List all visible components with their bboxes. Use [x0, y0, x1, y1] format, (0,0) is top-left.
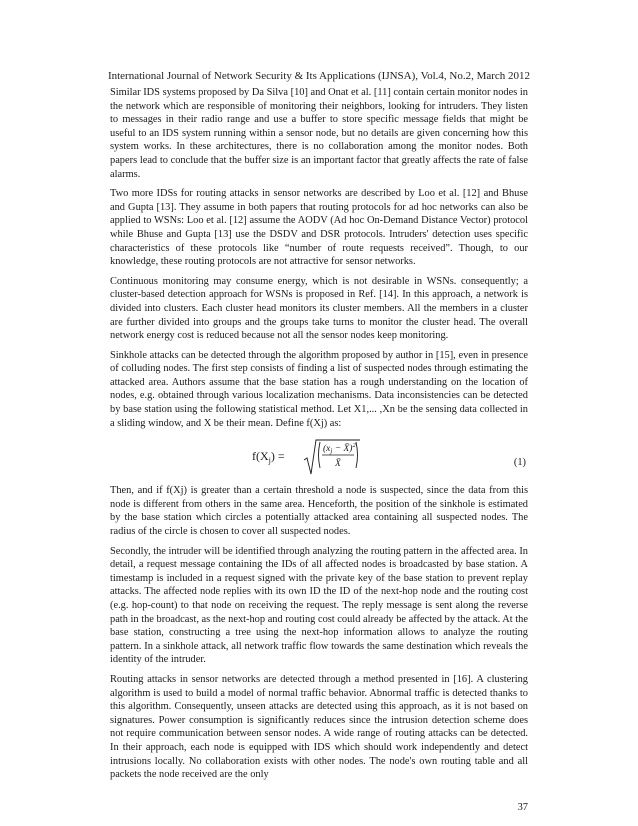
page-number: 37 — [517, 802, 528, 813]
paragraph-routing-attack-idss: Two more IDSs for routing attacks in sensor networks are described by Loo et al. [12] and Bhuse and Gupta [13]. They assume in both papers that routing protocols for ad hoc networks can also be applied to WSNs: Loo et al. [12] assume the AODV (Ad hoc On-Demand Distance Vector) protocol while Bhuse and Gupta [13] use the DSDV and DSR protocols. Intruders' detection uses specific characteristics of these protocols like “number of route requests received”. Though, to our knowledge, these routing protocols are not attractive for sensor networks. — [110, 188, 528, 268]
equation-formula — [252, 436, 402, 478]
paragraph-ids-monitor-nodes: Similar IDS systems proposed by Da Silva [10] and Onat et al. [11] contain certain monitor nodes in the network which are responsible of monitoring their neighbors, looking for intruders. They listen to messages in their radio range and use a buffer to store specific message fields that might be useful to an IDS system running within a sensor node, but no details are given concerning how this system works. In these architectures, there is no collaboration among the monitor nodes. Both papers lead to conclude that the buffer size is an important factor that greatly affects the rate of false alarms. — [110, 87, 528, 180]
equation-denominator: X̄ — [335, 459, 341, 470]
paragraph-cluster-detection: Continuous monitoring may consume energy, which is not desirable in WSNs. consequently; a cluster-based detection approach for WSNs is proposed in Ref. [14]. In this approach, a network is divided into clusters. Each cluster head monitors its cluster members. All the members in a cluster are further divided into groups and the groups take turns to monitor the cluster head. The overall network energy cost is reduced because not all the sensor nodes keep monitoring. — [110, 275, 528, 342]
paragraph-threshold-suspect: Then, and if f(Xj) is greater than a certain threshold a node is suspected, since the data from this node is different from others in the same area. Henceforth, the position of the sinkhole is estimated by the base station which circles a potentially attacked area containing all suspected nodes. The radius of the circle is chosen to cover all suspected nodes. — [110, 485, 528, 538]
paragraph-sinkhole-detection: Sinkhole attacks can be detected through the algorithm proposed by author in [15], even in presence of colluding nodes. The first step consists of finding a list of suspected nodes through estimating the attacked area. Authors assume that the base station has a rough understanding on the location of nodes, e.g. obtained through various localization mechanisms. Data inconsistencies can be detected by base station using the following statistical method. Let X1,... ,Xn be the sensing data collected in a sliding window, and X be their mean. Define f(Xj) as: — [110, 349, 528, 429]
right-paren — [356, 442, 358, 468]
equation-numerator: ($x_j$ − X̄)$^2$ — [323, 442, 356, 456]
paragraph-clustering-algorithm: Routing attacks in sensor networks are detected through a method presented in [16]. A clustering algorithm is used to build a model of normal traffic behavior. Abnormal traffic is detected thanks to this algorithm. Consequently, unseen attacks are detected using this approach, as it is not based on signatures. Power consumption is significantly reduces since the intrusion detection scheme does not require communication between sensor nodes. A wide range of routing attacks can be detected. In their approach, each node is equipped with IDS which should work independently and detect intrusions locally. No collaboration exists with other nodes. The node's own routing table and all packets the node received are the only — [110, 673, 528, 781]
body-text — [110, 86, 528, 788]
running-header: International Journal of Network Security & Its Applications (IJNSA), Vol.4, No.2, March 2012 — [107, 70, 531, 82]
equation-lhs: $f(X_j)$ = — [252, 449, 285, 466]
left-paren — [319, 442, 321, 468]
paragraph-intruder-identification: Secondly, the intruder will be identified through analyzing the routing pattern in the affected area. In detail, a request message containing the IDs of all affected nodes is broadcasted by base station. A timestamp is included in a request signed with the private key of the base station to prevent replay attacks. The affected node replies with its own ID the ID of the next-hop node and the routing cost (e.g. hop-count) to that node on receiving the request. The reply message is sent along the reverse path in the broadcast, as the next-hop and routing cost could already be affected by the attack. At the base station, constructing a tree using the next-hop information allows to analyze the routing pattern. In a sinkhole attack, all network traffic flow towards the same destination which reveals the identity of the intruder. — [110, 545, 528, 666]
equation-1 — [110, 436, 528, 478]
equation-number: (1) — [513, 457, 526, 469]
